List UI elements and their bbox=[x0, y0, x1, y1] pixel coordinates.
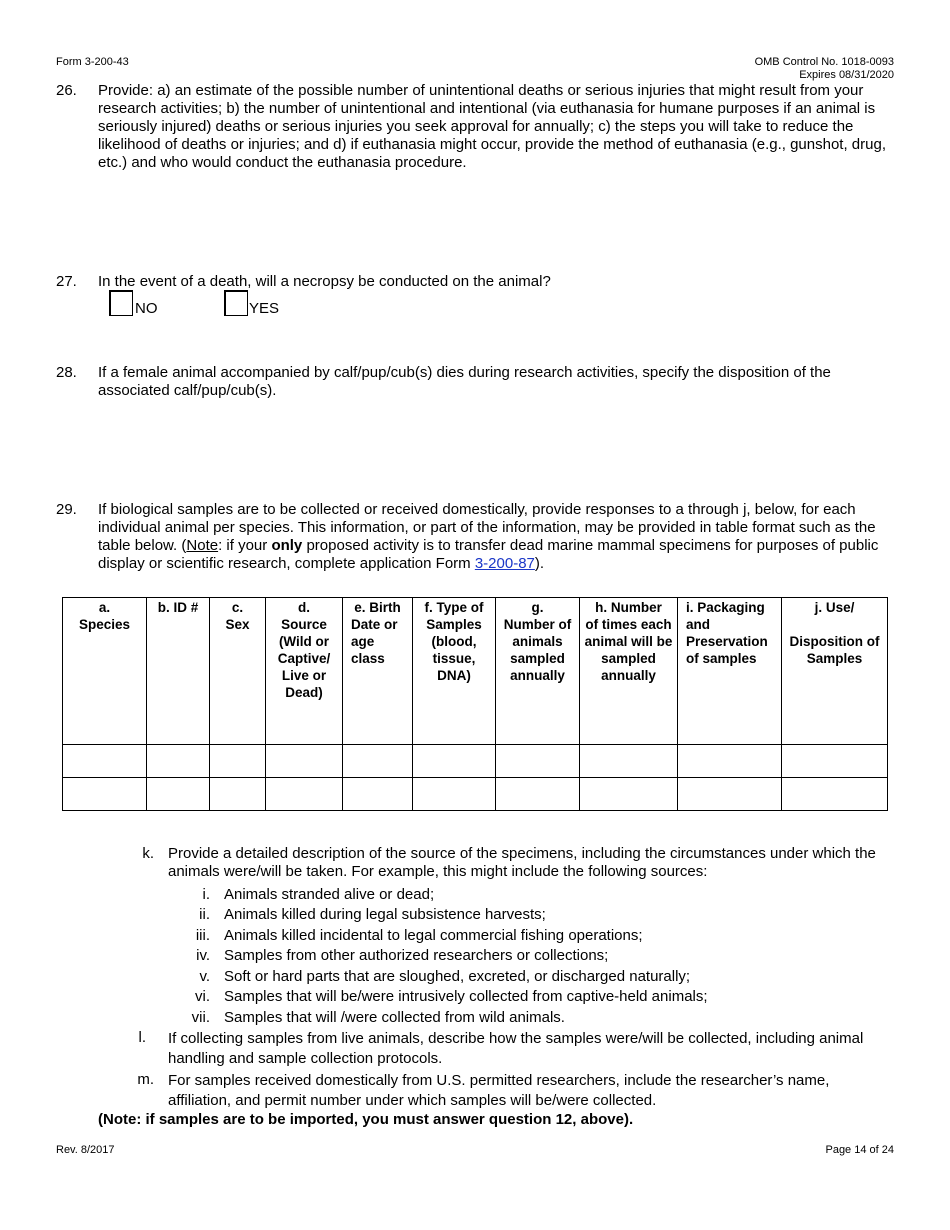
note-word: Note bbox=[186, 537, 219, 554]
table-cell[interactable] bbox=[63, 778, 147, 811]
table-cell[interactable] bbox=[413, 745, 496, 778]
table-cell[interactable] bbox=[678, 745, 782, 778]
item-m-text: For samples received domestically from U.S. permitted researchers, include the researcher’s name, affiliation, and permit number under which samples will be/were collected. bbox=[168, 1072, 830, 1109]
expiration-date: Expires 08/31/2020 bbox=[799, 69, 894, 81]
col-disposition-header: j. Use/ Disposition of Samples bbox=[782, 598, 888, 745]
question-29-number: 29. bbox=[56, 501, 77, 518]
question-29-text: If biological samples are to be collected or received domestically, provide responses to a through j, below, for each individual animal per species. This information, or part of the information, may be provided in table format such as the table below. (Note: if your only proposed activity is to transfer dead marine mammal specimens for purposes of public display or scientific research, complete application Form 3-200-87). bbox=[98, 501, 879, 572]
table-cell[interactable] bbox=[496, 778, 580, 811]
necropsy-yes-label: YES bbox=[249, 300, 280, 317]
table-cell[interactable] bbox=[343, 745, 413, 778]
table-cell[interactable] bbox=[782, 745, 888, 778]
table-cell[interactable] bbox=[580, 745, 678, 778]
necropsy-yes-checkbox[interactable] bbox=[224, 290, 248, 316]
table-cell[interactable] bbox=[580, 778, 678, 811]
form-number: Form 3-200-43 bbox=[56, 56, 129, 68]
question-26-text: Provide: a) an estimate of the possible number of unintentional deaths or serious injuries that might result from your research activities; b) the number of unintentional and intentional (via euthanasia for humane purposes if an animal is seriously injured) deaths or serious injuries you seek approval for annually; c) the steps you will take to reduce the likelihood of deaths or injuries; and d) if euthanasia might occur, provide the method of euthanasia (e.g., gunshot, drug, etc.) and who would conduct the euthanasia procedure. bbox=[98, 82, 886, 171]
table-cell[interactable] bbox=[413, 778, 496, 811]
col-birth-date-header: e. Birth Date or age class bbox=[343, 598, 413, 745]
necropsy-no-label: NO bbox=[135, 300, 158, 317]
question-28-number: 28. bbox=[56, 364, 77, 381]
import-note: (Note: if samples are to be imported, you must answer question 12, above). bbox=[98, 1111, 634, 1128]
table-cell[interactable] bbox=[266, 745, 343, 778]
col-sample-type-header: f. Type of Samples (blood, tissue, DNA) bbox=[413, 598, 496, 745]
table-cell[interactable] bbox=[147, 745, 210, 778]
question-27-text: In the event of a death, will a necropsy be conducted on the animal? bbox=[98, 273, 551, 290]
item-l-text: If collecting samples from live animals, describe how the samples were/will be collected, including animal handling and sample collection protocols. bbox=[168, 1030, 864, 1067]
col-packaging-header: i. Packaging and Preservation of samples bbox=[678, 598, 782, 745]
question-27-number: 27. bbox=[56, 273, 77, 290]
form-3-200-87-link[interactable]: 3-200-87 bbox=[474, 555, 535, 572]
table-cell[interactable] bbox=[147, 778, 210, 811]
item-k-letter: k. bbox=[142, 845, 154, 862]
col-animals-sampled-header: g. Number of animals sampled annually bbox=[496, 598, 580, 745]
samples-table bbox=[62, 597, 888, 811]
necropsy-no-checkbox[interactable] bbox=[109, 290, 133, 316]
only-word: only bbox=[271, 537, 303, 554]
table-cell[interactable] bbox=[343, 778, 413, 811]
col-species-header: a. Species bbox=[63, 598, 147, 745]
col-sex-header: c. Sex bbox=[210, 598, 266, 745]
item-m-letter: m. bbox=[137, 1071, 154, 1088]
page-number: Page 14 of 24 bbox=[825, 1144, 894, 1156]
revision-date: Rev. 8/2017 bbox=[56, 1144, 115, 1156]
table-cell[interactable] bbox=[496, 745, 580, 778]
question-28-text: If a female animal accompanied by calf/pup/cub(s) dies during research activities, specify the disposition of the associated calf/pup/cub(s). bbox=[98, 364, 831, 399]
table-cell[interactable] bbox=[678, 778, 782, 811]
omb-control-number: OMB Control No. 1018-0093 bbox=[754, 56, 894, 68]
col-id-header: b. ID # bbox=[147, 598, 210, 745]
item-k-text: Provide a detailed description of the source of the specimens, including the circumstances under which the animals were/will be taken. For example, this might include the following sources: bbox=[168, 845, 876, 880]
table-cell[interactable] bbox=[266, 778, 343, 811]
table-row bbox=[63, 745, 888, 778]
table-cell[interactable] bbox=[782, 778, 888, 811]
table-header-row bbox=[63, 598, 888, 745]
item-l-letter: l. bbox=[138, 1029, 146, 1046]
col-times-sampled-header: h. Number of times each animal will be sampled annually bbox=[580, 598, 678, 745]
table-cell[interactable] bbox=[210, 745, 266, 778]
col-source-header: d. Source (Wild or Captive/ Live or Dead) bbox=[266, 598, 343, 745]
question-26-number: 26. bbox=[56, 82, 77, 99]
table-row bbox=[63, 778, 888, 811]
table-cell[interactable] bbox=[63, 745, 147, 778]
table-cell[interactable] bbox=[210, 778, 266, 811]
